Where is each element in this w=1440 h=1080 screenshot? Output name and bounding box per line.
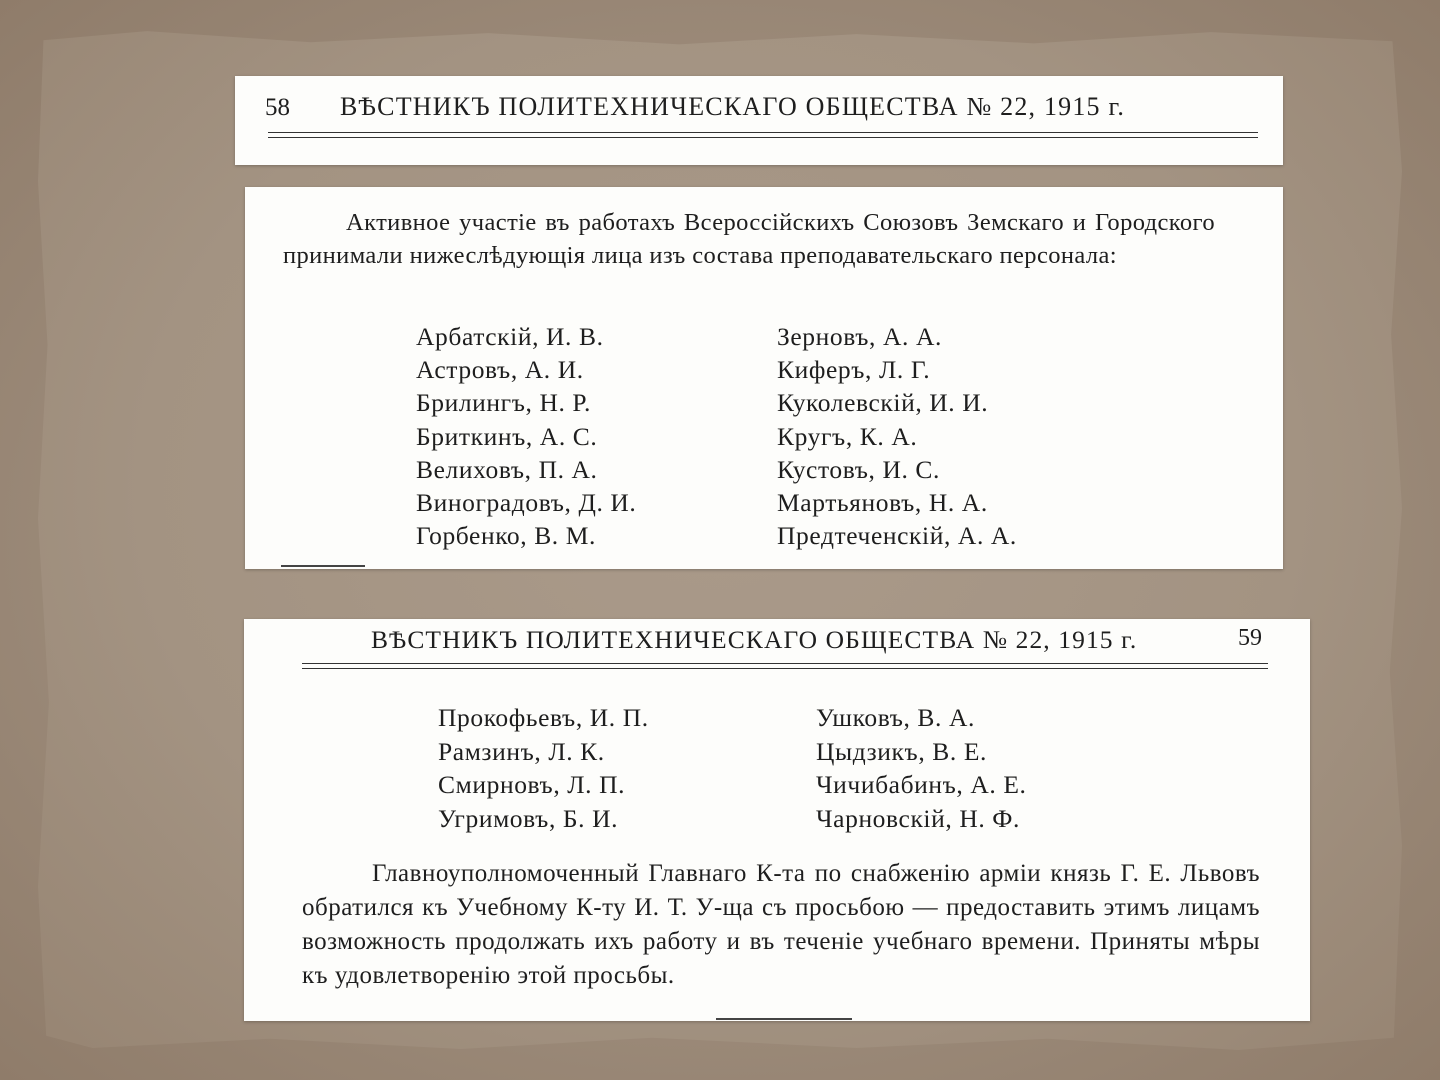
name-entry: Чичибабинъ, А. Е.	[816, 770, 1027, 799]
page-58-header-scan	[235, 76, 1283, 165]
name-entry: Цыдзикъ, В. Е.	[816, 736, 987, 766]
names-column-right	[777, 320, 1017, 552]
name-entry: Чарновскій, Н. Ф.	[816, 803, 1021, 833]
header-rule-top	[268, 132, 1258, 133]
journal-header-title: ВѢСТНИКЪ ПОЛИТЕХНИЧЕСКАГО ОБЩЕСТВА № 22, 1915 г.	[371, 625, 1138, 654]
name-entry: Прокофьевъ, И. П.	[438, 703, 649, 732]
page-59-text-scan	[244, 619, 1310, 1021]
header-rule-bottom	[302, 668, 1268, 669]
names-column-left	[416, 320, 636, 552]
header-rule-top	[302, 663, 1268, 664]
name-entry: Киферъ, Л. Г.	[777, 355, 931, 385]
name-entry: Виноградовъ, Д. И.	[416, 488, 637, 518]
intro-paragraph: Активное участіе въ работахъ Всероссійскихъ Союзовъ Земскаго и Городского принимали нижеслѣдующія лица изъ состава преподавательскаго персонала:	[283, 209, 1215, 269]
name-entry: Бриткинъ, А. С.	[416, 421, 598, 451]
name-entry: Предтеченскій, А. А.	[777, 521, 1017, 551]
page-number: 58	[265, 94, 290, 121]
journal-header-title: ВѢСТНИКЪ ПОЛИТЕХНИЧЕСКАГО ОБЩЕСТВА № 22, 1915 г.	[340, 92, 1126, 121]
bottom-divider-mark	[281, 565, 365, 567]
name-entry: Смирновъ, Л. П.	[438, 770, 626, 799]
name-entry: Астровъ, А. И.	[416, 355, 584, 385]
name-entry: Кругъ, К. А.	[777, 421, 918, 451]
closing-paragraph: Главноуполномоченный Главнаго К-та по снабженію арміи князь Г. Е. Львовъ обратился къ Учебному К-ту И. Т. У-ща съ просьбою — предоставить этимъ лицамъ возможность продолжать ихъ работу и въ теченіе учебнаго времени. Приняты мѣры къ удовлетворенію этой просьбы.	[302, 860, 1260, 989]
name-entry: Куколевскій, И. И.	[777, 388, 989, 418]
name-entry: Арбатскій, И. В.	[416, 322, 604, 351]
header-rule-bottom	[268, 137, 1258, 138]
name-entry: Угримовъ, Б. И.	[438, 803, 619, 833]
page-number: 59	[1238, 625, 1262, 651]
names-column-right	[816, 701, 1027, 835]
name-entry: Мартьяновъ, Н. А.	[777, 488, 988, 518]
name-entry: Велиховъ, П. А.	[416, 454, 598, 484]
name-entry: Горбенко, В. М.	[416, 521, 597, 551]
name-entry: Кустовъ, И. С.	[777, 454, 941, 484]
page-58-text-scan	[245, 187, 1283, 569]
name-entry: Рамзинъ, Л. К.	[438, 736, 605, 766]
names-column-left	[438, 701, 649, 835]
name-entry: Зерновъ, А. А.	[777, 322, 942, 351]
bottom-divider-mark	[716, 1018, 852, 1020]
name-entry: Ушковъ, В. А.	[816, 703, 975, 732]
name-entry: Брилингъ, Н. Р.	[416, 388, 591, 418]
